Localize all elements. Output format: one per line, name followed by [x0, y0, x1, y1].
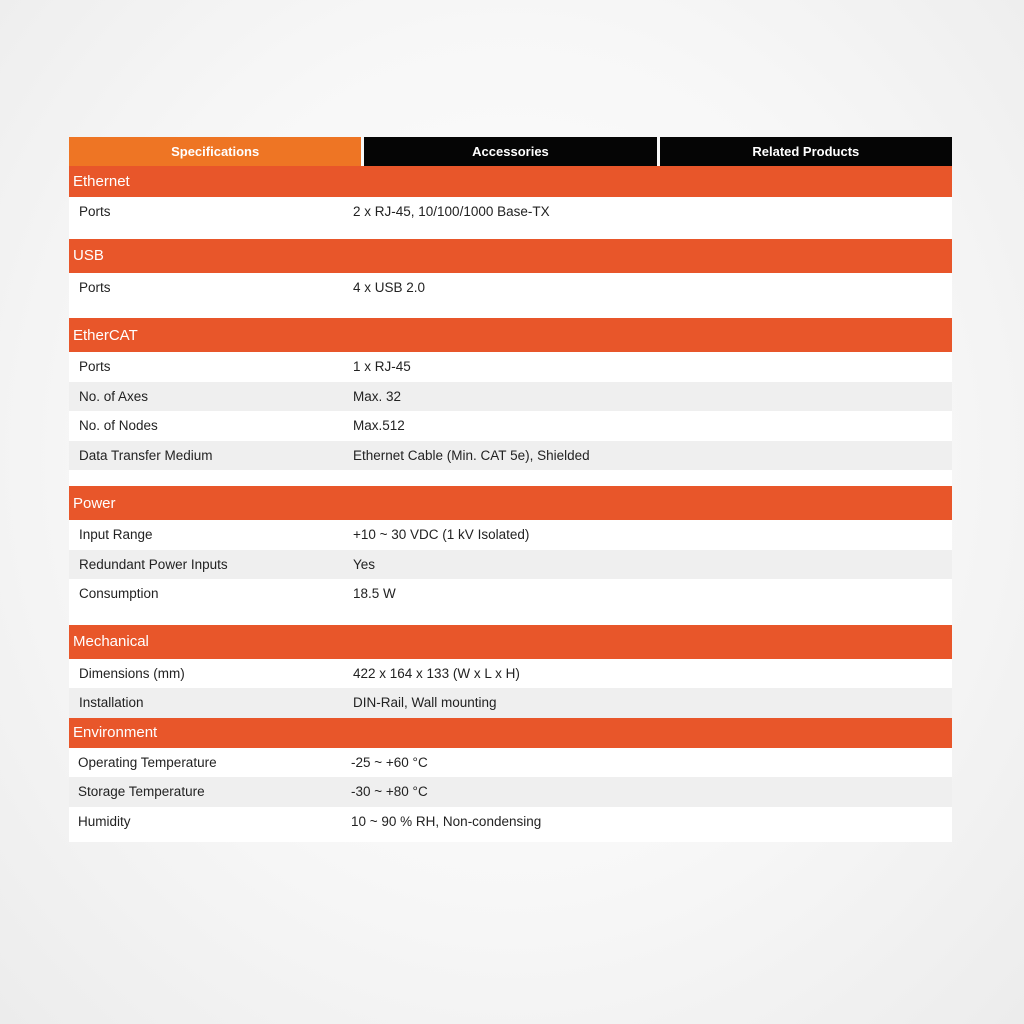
spec-value: Ethernet Cable (Min. CAT 5e), Shielded	[353, 447, 590, 463]
spec-row	[69, 441, 952, 471]
spec-label: Humidity	[78, 813, 131, 829]
spec-row	[69, 520, 952, 550]
spec-row	[69, 659, 952, 689]
spec-label: Redundant Power Inputs	[79, 556, 228, 572]
tab-specifications[interactable]: Specifications	[69, 137, 361, 166]
section-header: USB	[69, 239, 952, 273]
spec-label: Ports	[79, 279, 111, 295]
spec-row	[69, 777, 952, 807]
spec-row	[69, 411, 952, 441]
spec-row	[69, 748, 952, 778]
section-header: EtherCAT	[69, 318, 952, 352]
spec-label: Ports	[79, 359, 111, 375]
spec-row	[69, 197, 952, 227]
spec-value: DIN-Rail, Wall mounting	[353, 695, 497, 711]
spec-row	[69, 688, 952, 718]
section-header: Ethernet	[69, 166, 952, 197]
section-spacer	[69, 470, 952, 486]
section-header: Environment	[69, 718, 952, 748]
spec-value: 422 x 164 x 133 (W x L x H)	[353, 665, 520, 681]
section-spacer	[69, 609, 952, 625]
section-power	[69, 486, 952, 625]
section-usb	[69, 239, 952, 319]
spec-row	[69, 352, 952, 382]
spec-row	[69, 273, 952, 303]
spec-label: Ports	[79, 204, 111, 220]
spec-label: Input Range	[79, 527, 153, 543]
tab-related-products[interactable]: Related Products	[660, 137, 952, 166]
spec-label: Operating Temperature	[78, 754, 217, 770]
section-spacer	[69, 836, 952, 842]
spec-row	[69, 382, 952, 412]
spec-table	[69, 166, 952, 842]
tab-bar	[69, 137, 952, 166]
spec-value: 10 ~ 90 % RH, Non-condensing	[351, 813, 542, 829]
spec-value: -25 ~ +60 °C	[351, 754, 428, 770]
spec-value: +10 ~ 30 VDC (1 kV Isolated)	[353, 527, 530, 543]
spec-row	[69, 550, 952, 580]
spec-value: 2 x RJ-45, 10/100/1000 Base-TX	[353, 204, 550, 220]
spec-label: Consumption	[79, 586, 159, 602]
spec-label: No. of Nodes	[79, 418, 158, 434]
spec-value: 4 x USB 2.0	[353, 279, 426, 295]
section-mechanical	[69, 625, 952, 718]
section-ethercat	[69, 318, 952, 486]
section-header: Mechanical	[69, 625, 952, 659]
spec-label: Installation	[79, 695, 144, 711]
spec-label: No. of Axes	[79, 388, 149, 404]
spec-row	[69, 807, 952, 837]
spec-label: Dimensions (mm)	[79, 665, 185, 681]
section-header: Power	[69, 486, 952, 520]
spec-value: Max.512	[353, 418, 405, 434]
tab-accessories[interactable]: Accessories	[364, 137, 656, 166]
spec-value: 18.5 W	[353, 586, 396, 602]
section-environment	[69, 718, 952, 843]
spec-value: 1 x RJ-45	[353, 359, 411, 375]
spec-value: Max. 32	[353, 388, 402, 404]
spec-panel	[69, 137, 952, 842]
spec-label: Storage Temperature	[78, 784, 205, 800]
section-spacer	[69, 302, 952, 318]
spec-value: -30 ~ +80 °C	[351, 784, 428, 800]
section-ethernet	[69, 166, 952, 239]
spec-label: Data Transfer Medium	[79, 447, 213, 463]
spec-value: Yes	[353, 556, 376, 572]
spec-row	[69, 579, 952, 609]
section-spacer	[69, 227, 952, 239]
